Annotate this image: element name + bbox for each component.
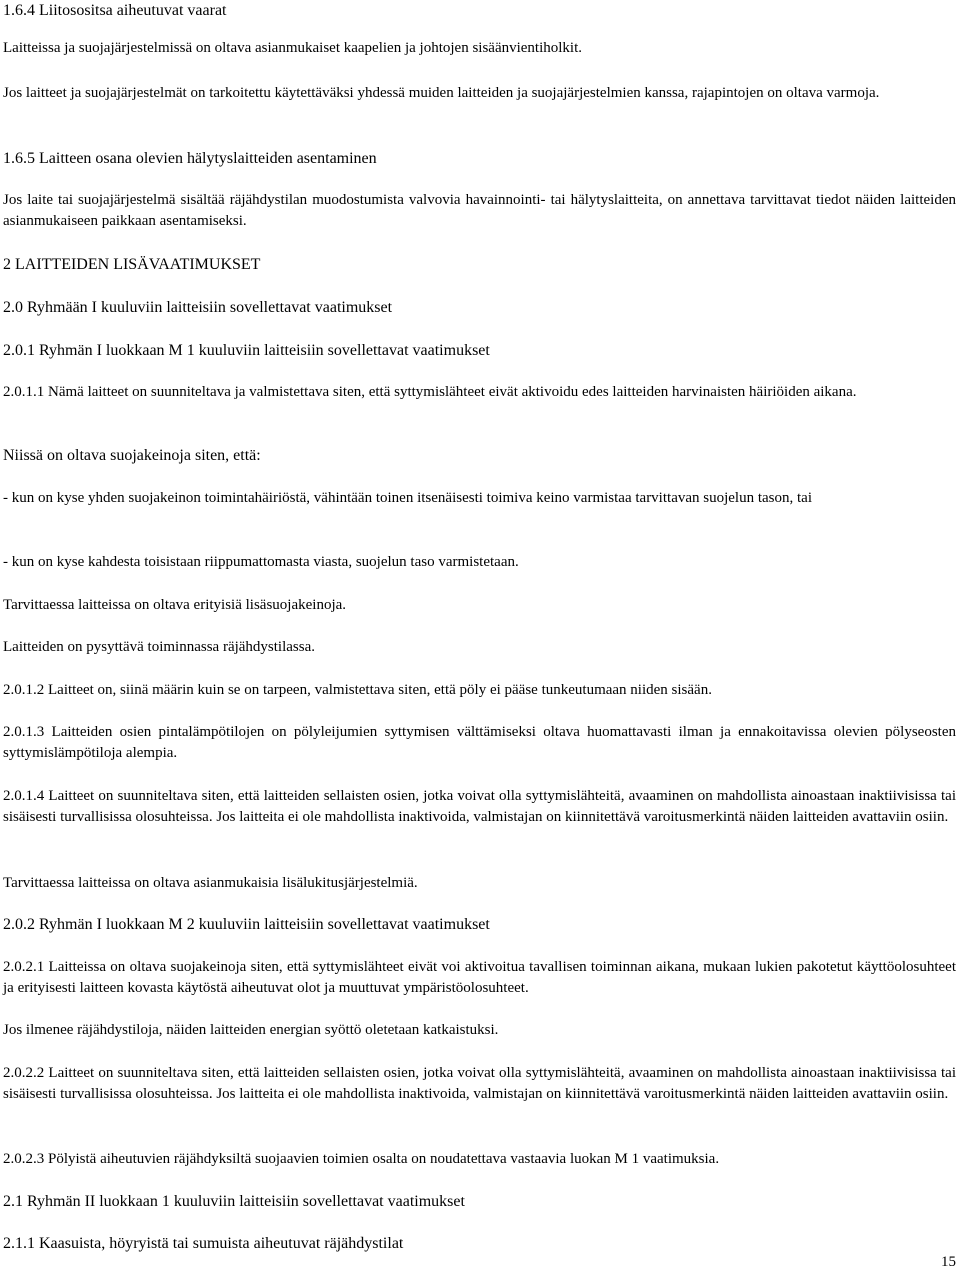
list-item: - kun on kyse kahdesta toisistaan riippumattomasta viasta, suojelun taso varmistetaan. [3,554,519,570]
paragraph: 2.0.2.1 Laitteissa on oltava suojakeinoja siten, että syttymislähteet eivät voi aktivoitua tavallisen toiminnan aikana, mukaan lukien pakotetut käyttöolosuhteet ja erityisesti laitteen kovasta käytöstä aiheutuvat olot ja muuttuvat ympäristöolosuhteet. [3,959,956,996]
paragraph: 2.0.1.2 Laitteet on, siinä määrin kuin se on tarpeen, valmistettava siten, että pöly ei pääse tunkeutumaan niiden sisään. [3,682,712,698]
paragraph: Laitteiden on pysyttävä toiminnassa räjähdystilassa. [3,639,316,655]
section-heading-1-6-4: 1.6.4 Liitosositsa aiheutuvat vaarat [3,2,227,19]
section-heading-2-0-1: 2.0.1 Ryhmän I luokkaan M 1 kuuluviin laitteisiin sovellettavat vaatimukset [3,342,490,359]
section-heading-2-0-2: 2.0.2 Ryhmän I luokkaan M 2 kuuluviin laitteisiin sovellettavat vaatimukset [3,916,490,933]
page-number: 15 [941,1254,956,1270]
paragraph: Jos ilmenee räjähdystiloja, näiden laitteiden energian syöttö oletetaan katkaistuksi. [3,1022,499,1038]
paragraph: Tarvittaessa laitteissa on oltava erityisiä lisäsuojakeinoja. [3,597,347,613]
paragraph: Tarvittaessa laitteissa on oltava asianmukaisia lisälukitusjärjestelmiä. [3,875,418,891]
chapter-heading-2: 2 LAITTEIDEN LISÄVAATIMUKSET [3,256,261,273]
section-heading-2-1-1: 2.1.1 Kaasuista, höyryistä tai sumuista aiheutuvat räjähdystilat [3,1235,404,1252]
paragraph: 2.0.2.2 Laitteet on suunniteltava siten, että laitteiden sellaisten osien, jotka voivat olla syttymislähteitä, avaaminen on mahdollista ainoastaan inaktiivisissa tai sisäisesti turvallisissa olosuhteissa. Jos laitteita ei ole mahdollista inaktivoida, valmistajan on kiinnitettävä varoitusmerkintä näiden laitteiden avattaviin osiin. [3,1065,956,1102]
paragraph: Niissä on oltava suojakeinoja siten, että: [3,447,261,464]
paragraph: 2.0.1.3 Laitteiden osien pintalämpötilojen on pölyleijumien syttymisen välttämiseksi oltava huomattavasti ilman ja ennakoitavissa olevien pölyseosten syttymislämpötiloja alempia. [3,724,956,761]
paragraph: 2.0.1.4 Laitteet on suunniteltava siten, että laitteiden sellaisten osien, jotka voivat olla syttymislähteitä, avaaminen on mahdollista ainoastaan inaktiivisissa tai sisäisesti turvallisissa olosuhteissa. Jos laitteita ei ole mahdollista inaktivoida, valmistajan on kiinnitettävä varoitusmerkintä näiden laitteiden avattaviin osiin. [3,788,956,825]
list-item: - kun on kyse yhden suojakeinon toimintahäiriöstä, vähintään toinen itsenäisesti toimiva keino varmistaa tarvittavan suojelun tason, tai [3,490,812,506]
section-heading-2-1: 2.1 Ryhmän II luokkaan 1 kuuluviin laitteisiin sovellettavat vaatimukset [3,1193,465,1210]
section-heading-1-6-5: 1.6.5 Laitteen osana olevien hälytyslaitteiden asentaminen [3,150,377,167]
paragraph: Jos laite tai suojajärjestelmä sisältää räjähdystilan muodostumista valvovia havainnointi- tai hälytyslaitteita, on annettava tarvittavat tiedot näiden laitteiden asianmukaiseen paikkaan asentamiseksi. [3,192,956,229]
paragraph: Laitteissa ja suojajärjestelmissä on oltava asianmukaiset kaapelien ja johtojen sisäänvientiholkit. [3,40,583,56]
section-heading-2-0: 2.0 Ryhmään I kuuluviin laitteisiin sovellettavat vaatimukset [3,299,393,316]
paragraph: Jos laitteet ja suojajärjestelmät on tarkoitettu käytettäväksi yhdessä muiden laitteiden ja suojajärjestelmien kanssa, rajapintojen on oltava varmoja. [3,85,880,101]
paragraph: 2.0.2.3 Pölyistä aiheutuvien räjähdyksiltä suojaavien toimien osalta on noudatettava vastaavia luokan M 1 vaatimuksia. [3,1151,720,1167]
paragraph: 2.0.1.1 Nämä laitteet on suunniteltava ja valmistettava siten, että syttymislähteet eivät aktivoidu edes laitteiden harvinaisten häiriöiden aikana. [3,384,857,400]
